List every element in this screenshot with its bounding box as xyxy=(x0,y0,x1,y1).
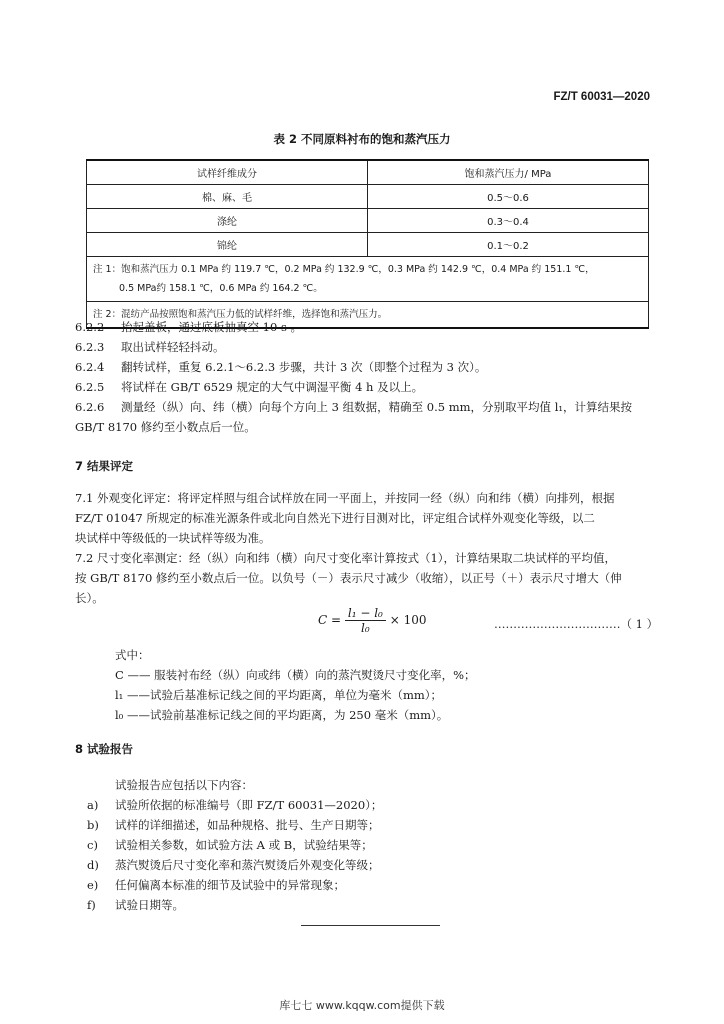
item-marker: e) xyxy=(87,878,99,892)
step-6-2-4 xyxy=(75,357,486,377)
formula-lhs: C = xyxy=(318,613,342,627)
step-text: 抬起盖板，通过底板抽真空 10 s 。 xyxy=(121,320,302,334)
table-note-row xyxy=(87,257,649,302)
item-text: 任何偏离本标准的细节及试验中的异常现象； xyxy=(115,878,345,892)
definition-l1: l₁ ——试验后基准标记线之间的平均距离，单位为毫米（mm）； xyxy=(115,688,443,702)
step-6-2-3 xyxy=(75,337,225,357)
fiber-cell: 涤纶 xyxy=(87,209,368,233)
report-item-b xyxy=(87,815,380,835)
formula-fraction xyxy=(345,606,386,635)
formula-numerator: l₁ − l₀ xyxy=(345,606,386,621)
pressure-cell: 0.1～0.2 xyxy=(368,233,649,257)
report-item-a xyxy=(87,795,382,815)
table-note-1 xyxy=(87,257,649,302)
item-text: 试样的详细描述，如品种规格、批号、生产日期等； xyxy=(115,818,380,832)
definition-l0: l₀ ——试验前基准标记线之间的平均距离，为 250 毫米（mm）。 xyxy=(115,708,449,722)
para-7-2-line-3: 长）。 xyxy=(75,591,104,605)
item-marker: a) xyxy=(87,798,99,812)
table-row xyxy=(87,185,649,209)
item-text: 试验所依据的标准编号（即 FZ/T 60031—2020）； xyxy=(115,798,383,812)
formula-1 xyxy=(318,606,426,635)
pressure-cell: 0.3～0.4 xyxy=(368,209,649,233)
item-marker: c) xyxy=(87,838,98,852)
step-number: 6.2.6 xyxy=(75,400,105,414)
report-intro: 试验报告应包括以下内容： xyxy=(115,778,253,792)
table-header-row xyxy=(87,160,649,185)
step-text: GB/T 8170 修约至小数点后一位。 xyxy=(75,420,256,434)
table-caption: 表 2 不同原料衬布的饱和蒸汽压力 xyxy=(273,132,451,146)
step-6-2-5 xyxy=(75,377,423,397)
step-text: 取出试样轻轻抖动。 xyxy=(121,340,225,354)
section-8-title: 8 试验报告 xyxy=(75,742,134,756)
report-item-c xyxy=(87,835,373,855)
section-7-title: 7 结果评定 xyxy=(75,459,134,473)
step-6-2-6-continued xyxy=(75,417,256,437)
definition-c: C —— 服装衬布经（纵）向或纬（横）向的蒸汽熨烫尺寸变化率，%； xyxy=(115,668,476,682)
item-marker: d) xyxy=(87,858,99,872)
item-text: 试验相关参数，如试验方法 A 或 B，试验结果等； xyxy=(115,838,373,852)
pressure-cell: 0.5～0.6 xyxy=(368,185,649,209)
step-text: 将试样在 GB/T 6529 规定的大气中调湿平衡 4 h 及以上。 xyxy=(121,380,424,394)
para-7-2-line-1: 7.2 尺寸变化率测定：经（纵）向和纬（横）向尺寸变化率计算按式（1），计算结果取二块试样的平均值， xyxy=(75,551,617,565)
item-text: 蒸汽熨烫后尺寸变化率和蒸汽熨烫后外观变化等级； xyxy=(115,858,380,872)
step-number: 6.2.3 xyxy=(75,340,105,354)
step-number: 6.2.2 xyxy=(75,320,105,334)
table-row xyxy=(87,233,649,257)
para-7-2-line-2: 按 GB/T 8170 修约至小数点后一位。以负号（－）表示尺寸减少（收缩），以正号（＋）表示尺寸增大（伸 xyxy=(75,571,622,585)
para-7-1-line-1: 7.1 外观变化评定：将评定样照与组合试样放在同一平面上，并按同一经（纵）向和纬（横）向排列，根据 xyxy=(75,491,615,505)
end-rule xyxy=(301,925,440,926)
step-number: 6.2.4 xyxy=(75,360,105,374)
column-header-fiber: 试样纤维成分 xyxy=(87,160,368,185)
step-text: 翻转试样，重复 6.2.1～6.2.3 步骤，共计 3 次（即整个过程为 3 次）。 xyxy=(121,360,487,374)
note-1-line-1: 注 1：饱和蒸汽压力 0.1 MPa 约 119.7 ℃，0.2 MPa 约 132.9 ℃，0.3 MPa 约 142.9 ℃，0.4 MPa 约 151.1 ℃， xyxy=(93,264,595,275)
item-marker: b) xyxy=(87,818,99,832)
para-7-1-line-3: 块试样中等级低的一块试样等级为准。 xyxy=(75,531,271,545)
watermark-footer: 库七七 www.kqqw.com提供下载 xyxy=(279,999,445,1012)
table-row xyxy=(87,209,649,233)
where-label: 式中： xyxy=(115,648,150,662)
item-marker: f) xyxy=(87,898,96,912)
formula-reference: ……………………………（ 1 ） xyxy=(494,617,659,631)
para-7-1-line-2: FZ/T 01047 所规定的标准光源条件或北向自然光下进行目测对比，评定组合试样外观变化等级，以二 xyxy=(75,511,595,525)
fiber-cell: 棉、麻、毛 xyxy=(87,185,368,209)
report-item-d xyxy=(87,855,380,875)
standard-code-header: FZ/T 60031—2020 xyxy=(553,91,650,103)
item-text: 试验日期等。 xyxy=(115,898,184,912)
fiber-cell: 锦纶 xyxy=(87,233,368,257)
step-6-2-2 xyxy=(75,317,302,337)
formula-rhs: × 100 xyxy=(389,613,427,627)
step-6-2-6 xyxy=(75,397,632,417)
column-header-pressure: 饱和蒸汽压力/ MPa xyxy=(368,160,649,185)
step-number: 6.2.5 xyxy=(75,380,105,394)
pressure-table xyxy=(86,159,649,329)
step-text: 测量经（纵）向、纬（横）向每个方向上 3 组数据，精确至 0.5 mm，分别取平均值 l₁，计算结果按 xyxy=(121,400,632,414)
report-item-e xyxy=(87,875,345,895)
note-1-line-2: 0.5 MPa约 158.1 ℃，0.6 MPa 约 164.2 ℃。 xyxy=(119,283,323,294)
report-item-f xyxy=(87,895,184,915)
table-note-2: 注 2：混纺产品按照饱和蒸汽压力低的试样纤维，选择饱和蒸汽压力。 xyxy=(87,302,649,329)
formula-denominator: l₀ xyxy=(361,621,370,635)
